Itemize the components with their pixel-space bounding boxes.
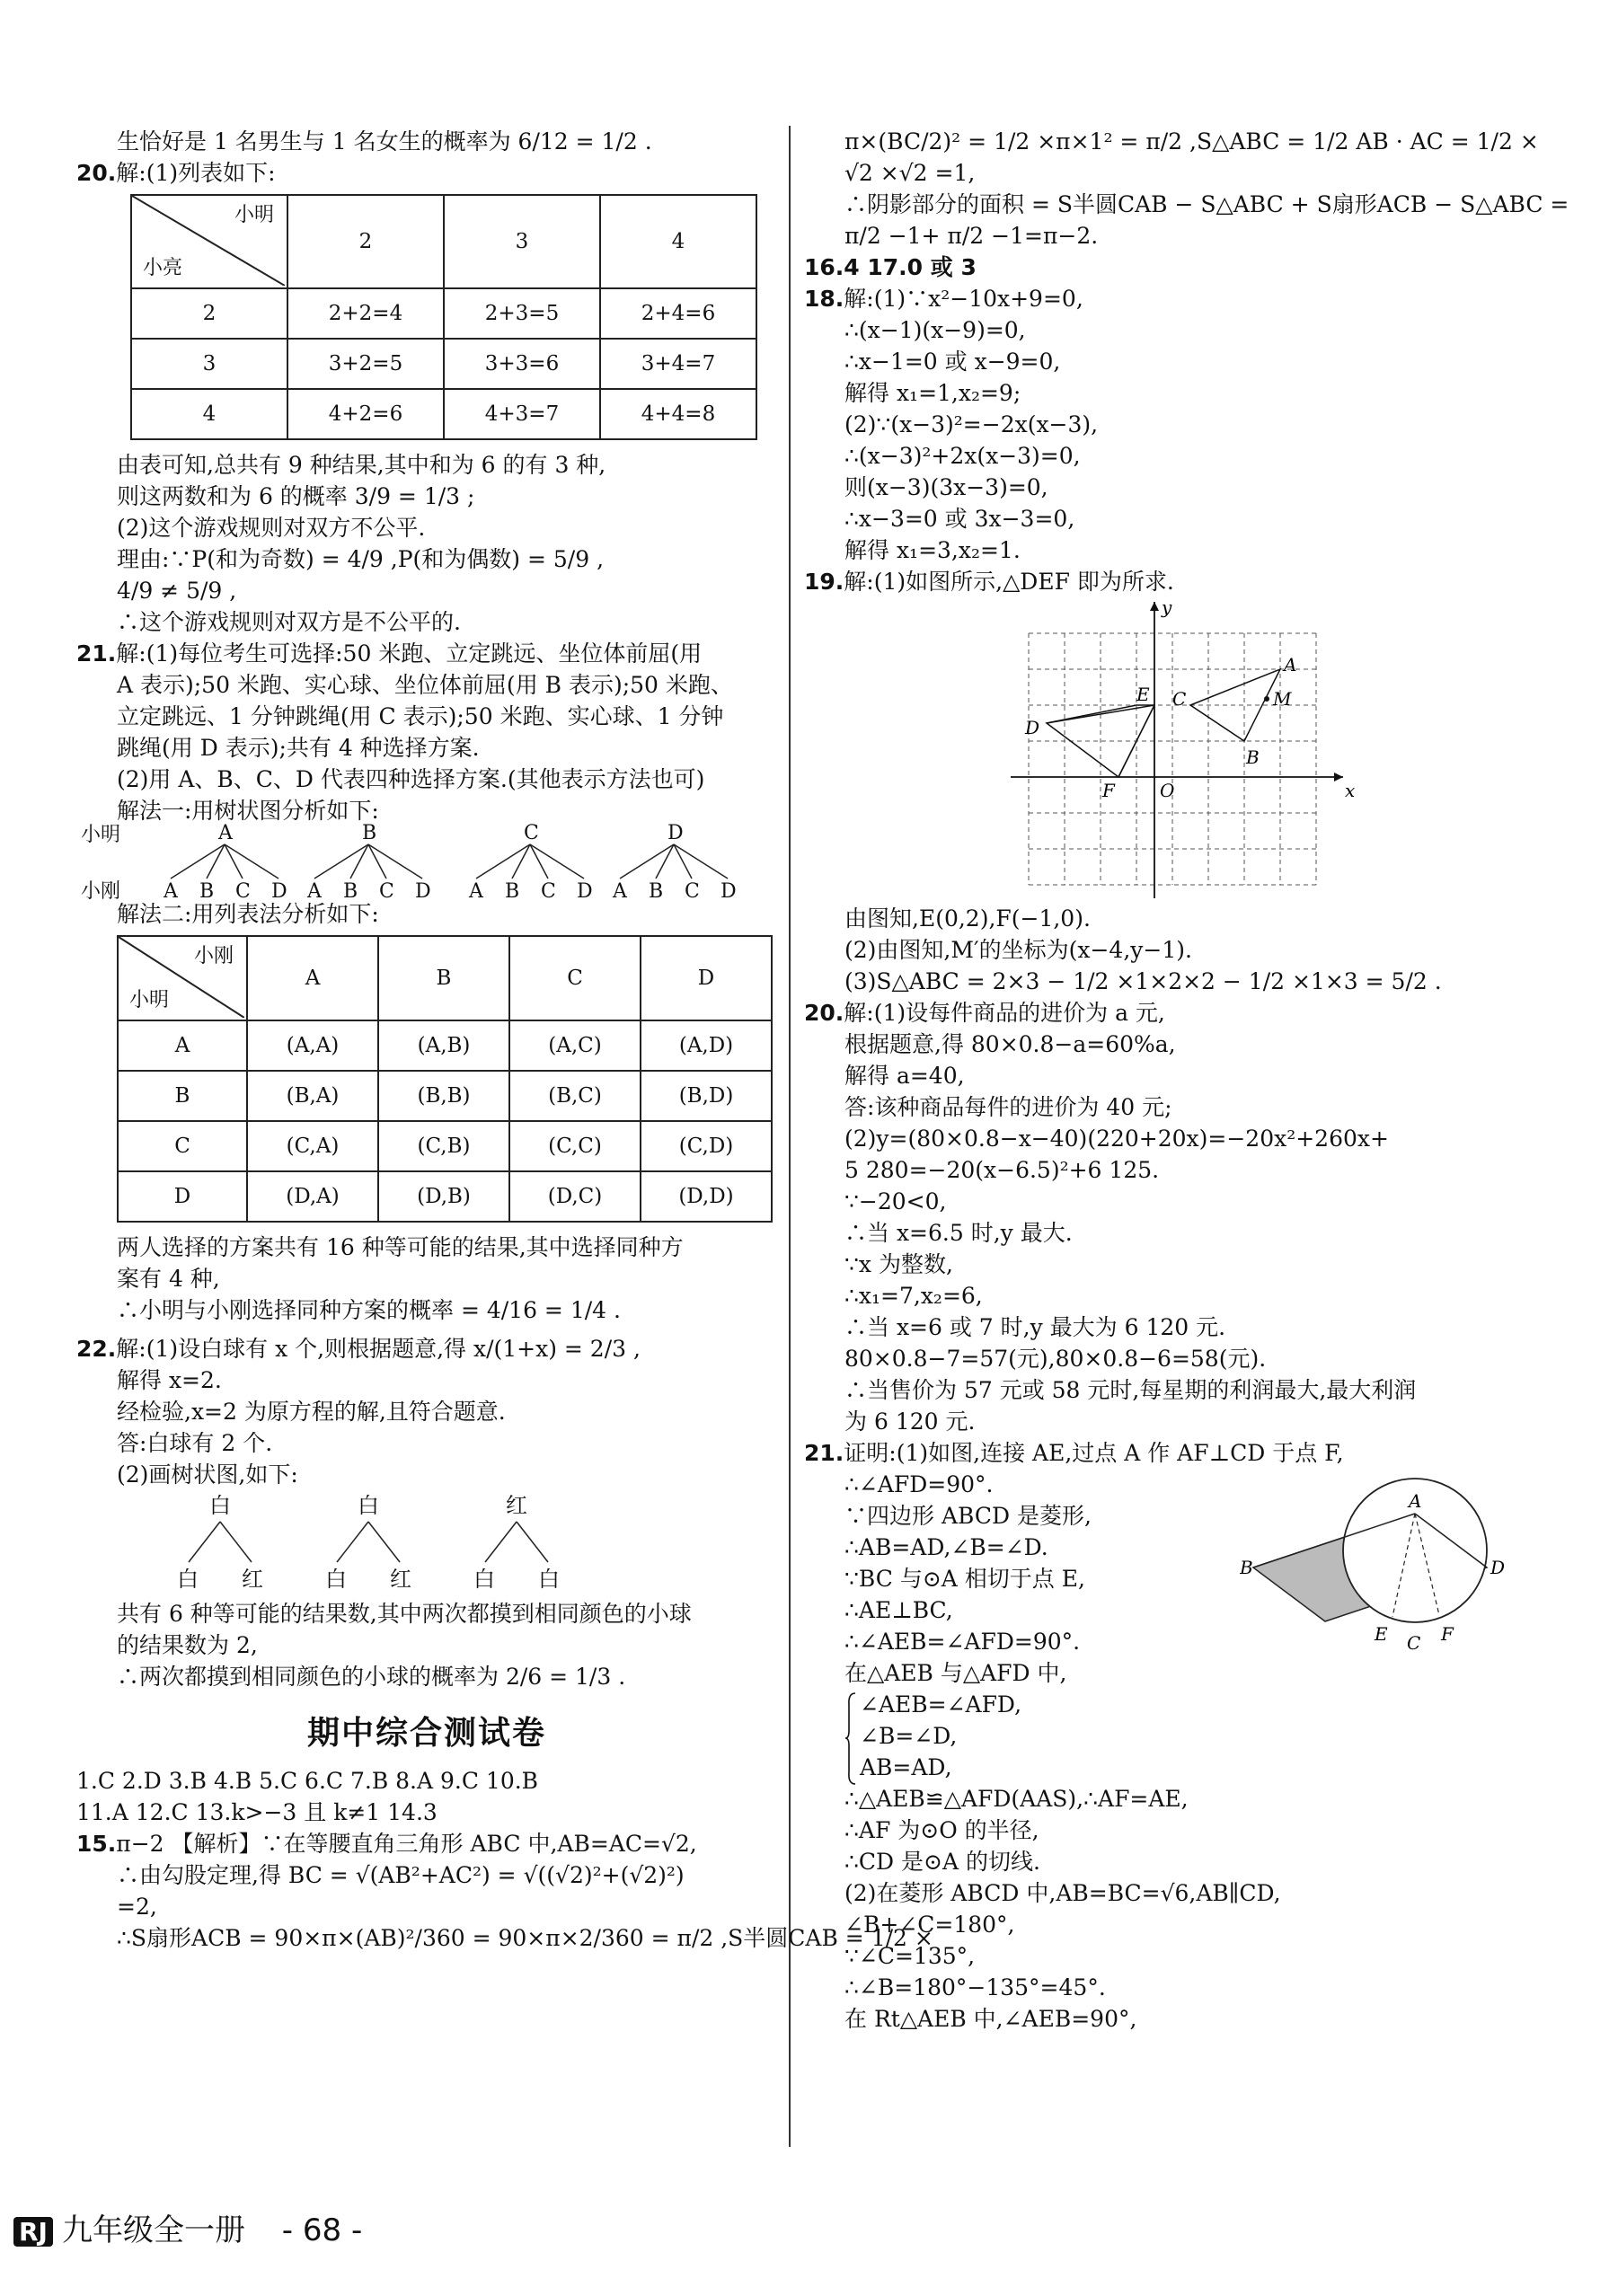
table-row (118, 1171, 772, 1222)
cell: 3+3=6 (444, 339, 600, 389)
tree-node: D (577, 880, 593, 903)
cell: 2+2=4 (287, 288, 444, 339)
point-label: E (1136, 684, 1150, 705)
text-line: 解法一:用树状图分析如下: (117, 798, 379, 824)
problem-20-head (76, 157, 777, 189)
text-line: (3)S△ABC = 2×3 − 1/2 ×1×2×2 − 1/2 ×1×3 = 5/2 . (844, 968, 1442, 994)
text-line: 的结果数为 2, (117, 1632, 258, 1658)
brace-icon (844, 1691, 857, 1786)
y-arrow-icon (1150, 602, 1159, 611)
text-line: ∴由勾股定理,得 BC = √(AB²+AC²) = √((√2)²+(√2)²) (117, 1862, 685, 1888)
text-line: ∴x₁=7,x₂=6, (844, 1283, 983, 1309)
text-line: 答:该种商品每件的进价为 40 元; (844, 1094, 1172, 1120)
text-line: 则(x−3)(3x−3)=0, (844, 474, 1048, 500)
tree-node: 红 (242, 1567, 263, 1592)
problem-20-head (804, 997, 1514, 1029)
column-divider (789, 126, 791, 2147)
text-line: 生恰好是 1 名男生与 1 名女生的概率为 6/12 = 1/2 . (117, 128, 652, 155)
problem-19-head (804, 566, 1514, 597)
cell: (B,A) (247, 1071, 378, 1121)
tree-node: 红 (506, 1493, 527, 1518)
problem-text: 证明:(1)如图,连接 AE,过点 A 作 AF⊥CD 于点 F, (844, 1440, 1344, 1466)
text-line: 80×0.8−7=57(元),80×0.8−6=58(元). (844, 1346, 1267, 1372)
col-header: B (378, 936, 509, 1020)
col-header: C (509, 936, 641, 1020)
text-line: 根据题意,得 80×0.8−a=60%a, (844, 1031, 1176, 1057)
text-line: ∵四边形 ABCD 是菱形, (844, 1503, 1092, 1529)
text-line: ∴∠B=180°−135°=45°. (844, 1974, 1106, 2000)
tree-node: A (613, 880, 627, 903)
tree-node: 白 (209, 1493, 231, 1518)
text-line: ∠AEB=∠AFD, (860, 1691, 1022, 1718)
tree-node: 红 (390, 1567, 411, 1592)
text-line: 则这两数和为 6 的概率 3/9 = 1/3 ; (117, 483, 475, 509)
text-line: ∴两次都摸到相同颜色的小球的概率为 2/6 = 1/3 . (117, 1664, 626, 1690)
cell: 3 (131, 339, 287, 389)
tree-node: B (343, 880, 358, 903)
col-header: 4 (600, 195, 756, 288)
problem-text: 解:(1)∵x²−10x+9=0, (844, 286, 1083, 312)
tree-node: D (271, 880, 287, 903)
edition-badge: RJ (13, 2217, 53, 2247)
point-label: F (1441, 1623, 1454, 1645)
cell: 3+4=7 (600, 339, 756, 389)
table-row (131, 339, 756, 389)
cell: (C,C) (509, 1121, 641, 1171)
section-title: 期中综合测试卷 (306, 1715, 546, 1752)
cell: 2 (131, 288, 287, 339)
tree-node: B (362, 822, 377, 844)
text-line: π×(BC/2)² = 1/2 ×π×1² = π/2 ,S△ABC = 1/2 AB · AC = 1/2 × (844, 128, 1539, 155)
text-line: ∠B+∠C=180°, (844, 1912, 1015, 1938)
cell: (C,B) (378, 1121, 509, 1171)
text-line: 共有 6 种等可能的结果数,其中两次都摸到相同颜色的小球 (117, 1601, 692, 1627)
cell: 4+2=6 (287, 389, 444, 439)
text-line: 解得 x₁=3,x₂=1. (844, 537, 1021, 563)
point-label: A (1409, 1490, 1422, 1512)
cell: 4+4=8 (600, 389, 756, 439)
tree-diagram-1 (81, 822, 777, 903)
problem-text: 解:(1)设每件商品的进价为 a 元, (844, 1000, 1165, 1026)
problem-21-head (804, 1437, 1514, 1469)
tree-node: C (541, 880, 556, 903)
text-line: ∴S扇形ACB = 90×π×(AB)²/360 = 90×π×2/360 = π/2 ,S半圆CAB = 1/2 × (117, 1925, 933, 1951)
cell: (C,D) (641, 1121, 772, 1171)
text-line: (2)在菱形 ABCD 中,AB=BC=√6,AB∥CD, (844, 1880, 1281, 1906)
col-header: D (641, 936, 772, 1020)
brace-system (804, 1689, 1514, 1783)
corner-bottom: 小明 (129, 989, 170, 1011)
problem-15-head (76, 1828, 777, 1859)
text-line: ∴当 x=6.5 时,y 最大. (844, 1220, 1073, 1246)
text-line: 理由:∵P(和为奇数) = 4/9 ,P(和为偶数) = 5/9 , (117, 546, 605, 572)
problem-21-head (76, 638, 777, 669)
problem-number: 20. (76, 160, 117, 186)
text-line: 由图知,E(0,2),F(−1,0). (844, 905, 1091, 932)
problem-text: π−2 【解析】∵在等腰直角三角形 ABC 中,AB=AC=√2, (116, 1831, 697, 1857)
problem-number: 18. (804, 286, 844, 312)
text-line: 4/9 ≠ 5/9 , (117, 578, 237, 604)
cell: (A,A) (247, 1020, 378, 1071)
col-header: 3 (444, 195, 600, 288)
answer-line: 16.4 17.0 或 3 (804, 254, 977, 280)
choice-table (117, 935, 773, 1223)
cell: 4 (131, 389, 287, 439)
problem-number: 22. (76, 1336, 117, 1362)
text-line: ∴(x−1)(x−9)=0, (844, 317, 1026, 343)
tree-node: D (415, 880, 431, 903)
table-row (118, 1071, 772, 1121)
table-row (118, 1020, 772, 1071)
cell: (B,C) (509, 1071, 641, 1121)
text-line: ∴x−3=0 或 3x−3=0, (844, 506, 1075, 532)
text-line: ∴阴影部分的面积 = S半圆CAB − S△ABC + S扇形ACB − S△ABC = (844, 191, 1569, 217)
cell: (A,B) (378, 1020, 509, 1071)
cell: (D,B) (378, 1171, 509, 1222)
axis-label-x: x (1345, 780, 1356, 801)
tree-diagram-2 (166, 1490, 777, 1598)
col-header: 2 (287, 195, 444, 288)
tree-node: 白 (473, 1567, 495, 1592)
table-row (131, 389, 756, 439)
text-line: ∴∠AFD=90°. (844, 1471, 994, 1497)
cell: (B,D) (641, 1071, 772, 1121)
text-line: 解法二:用列表法分析如下: (117, 901, 379, 927)
table-row (131, 288, 756, 339)
tree-node: B (199, 880, 215, 903)
cell: (C,A) (247, 1121, 378, 1171)
text-line: (2)由图知,M′的坐标为(x−4,y−1). (844, 937, 1192, 963)
text-line: ∴x−1=0 或 x−9=0, (844, 349, 1061, 375)
coordinate-figure (1011, 597, 1370, 903)
cell: A (118, 1020, 247, 1071)
col-header: A (247, 936, 378, 1020)
tree-node: A (307, 880, 322, 903)
origin-label: O (1160, 780, 1175, 801)
text-line: ∵∠C=135°, (844, 1943, 976, 1969)
text-line: 跳绳(用 D 表示);共有 4 种选择方案. (117, 735, 480, 761)
cell: (D,C) (509, 1171, 641, 1222)
text-line: (2)用 A、B、C、D 代表四种选择方案.(其他表示方法也可) (117, 766, 705, 792)
problem-number: 19. (804, 569, 844, 595)
page-footer (13, 2205, 362, 2249)
text-line: 在△AEB 与△AFD 中, (844, 1660, 1067, 1686)
tree-node: C (524, 822, 539, 844)
table-corner (118, 936, 247, 1020)
cell: 3+2=5 (287, 339, 444, 389)
point-label: D (1025, 717, 1040, 738)
text-line: ∴小明与小刚选择同种方案的概率 = 4/16 = 1/4 . (117, 1297, 621, 1323)
text-line: 解得 x₁=1,x₂=9; (844, 380, 1021, 406)
cell: (D,A) (247, 1171, 378, 1222)
text-line: (2)y=(80×0.8−x−40)(220+20x)=−20x²+260x+ (844, 1126, 1389, 1152)
text-line: 答:白球有 2 个. (117, 1430, 273, 1456)
problem-21-block (804, 1437, 1514, 2035)
text-line: (2)这个游戏规则对双方不公平. (117, 515, 426, 541)
problem-number: 21. (76, 640, 117, 667)
text-line: 由表可知,总共有 9 种结果,其中和为 6 的有 3 种, (117, 452, 606, 478)
corner-top: 小刚 (193, 945, 234, 967)
answer-line: 1.C 2.D 3.B 4.B 5.C 6.C 7.B 8.A 9.C 10.B (76, 1768, 539, 1794)
tree-node: C (685, 880, 700, 903)
problem-18-head (804, 283, 1514, 314)
text-line: ∵x 为整数, (844, 1251, 953, 1277)
point-label: A (1284, 654, 1297, 676)
problem-number: 15. (76, 1831, 117, 1857)
cell: (A,D) (641, 1020, 772, 1071)
tree-node: A (469, 880, 483, 903)
point-label: B (1246, 746, 1260, 768)
text-line: (2)画树状图,如下: (117, 1461, 298, 1488)
x-arrow-icon (1334, 773, 1343, 782)
text-line: ∴∠AEB=∠AFD=90°. (844, 1629, 1081, 1655)
cell: (B,B) (378, 1071, 509, 1121)
point-label: E (1375, 1623, 1388, 1645)
corner-top: 小明 (234, 204, 274, 226)
table-row (118, 1121, 772, 1171)
cell: B (118, 1071, 247, 1121)
axis-label-y: y (1162, 597, 1172, 618)
point-label: F (1102, 780, 1115, 801)
table-corner (131, 195, 287, 288)
text-line: 经检验,x=2 为原方程的解,且符合题意. (117, 1399, 506, 1425)
text-line: 案有 4 种, (117, 1266, 220, 1292)
tree-row-label: 小明 (81, 824, 121, 846)
tree-node: C (235, 880, 251, 903)
tree-node: B (505, 880, 520, 903)
cell: D (118, 1171, 247, 1222)
right-column (804, 126, 1569, 2035)
tree-node: B (649, 880, 664, 903)
text-line: √2 ×√2 =1, (844, 160, 976, 186)
text-line: A 表示);50 米跑、实心球、坐位体前屈(用 B 表示);50 米跑、 (117, 672, 733, 698)
sum-table (130, 194, 757, 440)
text-line: ∴当售价为 57 元或 58 元时,每星期的利润最大,最大利润 (844, 1377, 1417, 1403)
tree-node: 白 (538, 1567, 560, 1592)
tree-node: A (164, 880, 178, 903)
text-line: 5 280=−20(x−6.5)²+6 125. (844, 1157, 1160, 1183)
point-label: C (1172, 688, 1187, 710)
cell: (A,C) (509, 1020, 641, 1071)
tree-node: C (379, 880, 394, 903)
point-label: D (1490, 1557, 1506, 1578)
cell: 2+3=5 (444, 288, 600, 339)
corner-bottom: 小亮 (143, 257, 183, 279)
tree-node: D (721, 880, 737, 903)
text-line: ∴(x−3)²+2x(x−3)=0, (844, 443, 1081, 469)
problem-number: 20. (804, 1000, 844, 1026)
text-line: ∴这个游戏规则对双方是不公平的. (117, 609, 461, 635)
text-line: π/2 −1+ π/2 −1=π−2. (844, 223, 1099, 249)
cell: 2+4=6 (600, 288, 756, 339)
tree-node: 白 (177, 1567, 199, 1592)
point-label: B (1240, 1557, 1253, 1578)
grid-lines (1029, 633, 1316, 885)
problem-text: 解:(1)如图所示,△DEF 即为所求. (844, 569, 1174, 595)
tree-node: 白 (325, 1567, 347, 1592)
cell: (D,D) (641, 1171, 772, 1222)
text-line: ∴△AEB≌△AFD(AAS),∴AF=AE, (844, 1786, 1189, 1812)
tree-row-label: 小刚 (81, 880, 121, 903)
tree-node: A (218, 822, 233, 844)
text-line: ∴AE⊥BC, (844, 1597, 953, 1623)
text-line: AB=AD, (860, 1754, 952, 1780)
text-line: ∵−20<0, (844, 1188, 947, 1214)
grade-label: 九年级全一册 (61, 2212, 245, 2248)
text-line: 为 6 120 元. (844, 1409, 976, 1435)
point-label: C (1407, 1632, 1421, 1653)
problem-text: 解:(1)每位考生可选择:50 米跑、立定跳远、坐位体前屈(用 (116, 640, 703, 667)
tree-node: 白 (358, 1493, 379, 1518)
text-line: ∠B=∠D, (860, 1723, 958, 1749)
point-m (1264, 696, 1269, 702)
problem-22-head (76, 1333, 777, 1364)
text-line: ∵BC 与⊙A 相切于点 E, (844, 1566, 1085, 1592)
answer-line: 11.A 12.C 13.k>−3 且 k≠1 14.3 (76, 1799, 438, 1825)
cell: C (118, 1121, 247, 1171)
text-line: 解得 a=40, (844, 1063, 965, 1089)
point-label: M (1273, 688, 1292, 710)
rhombus-circle-figure (1240, 1473, 1509, 1653)
text-line: ∴CD 是⊙A 的切线. (844, 1849, 1040, 1875)
text-line: ∴当 x=6 或 7 时,y 最大为 6 120 元. (844, 1314, 1226, 1340)
text-line: 解得 x=2. (117, 1367, 222, 1393)
text-line: 两人选择的方案共有 16 种等可能的结果,其中选择同种方 (117, 1234, 684, 1260)
problem-text: 解:(1)设白球有 x 个,则根据题意,得 x/(1+x) = 2/3 , (116, 1336, 641, 1362)
text-line: ∴AB=AD,∠B=∠D. (844, 1534, 1048, 1560)
page-number: - 68 - (281, 2212, 363, 2248)
text-line: 立定跳远、1 分钟跳绳(用 C 表示);50 米跑、实心球、1 分钟 (117, 703, 724, 729)
problem-text: 解:(1)列表如下: (116, 160, 276, 186)
text-line: (2)∵(x−3)²=−2x(x−3), (844, 411, 1099, 437)
text-line: ∴AF 为⊙O 的半径, (844, 1817, 1039, 1843)
cell: 4+3=7 (444, 389, 600, 439)
text-line: =2, (117, 1894, 157, 1920)
text-line: 在 Rt△AEB 中,∠AEB=90°, (844, 2006, 1137, 2032)
problem-number: 21. (804, 1440, 844, 1466)
tree-node: D (667, 822, 684, 844)
